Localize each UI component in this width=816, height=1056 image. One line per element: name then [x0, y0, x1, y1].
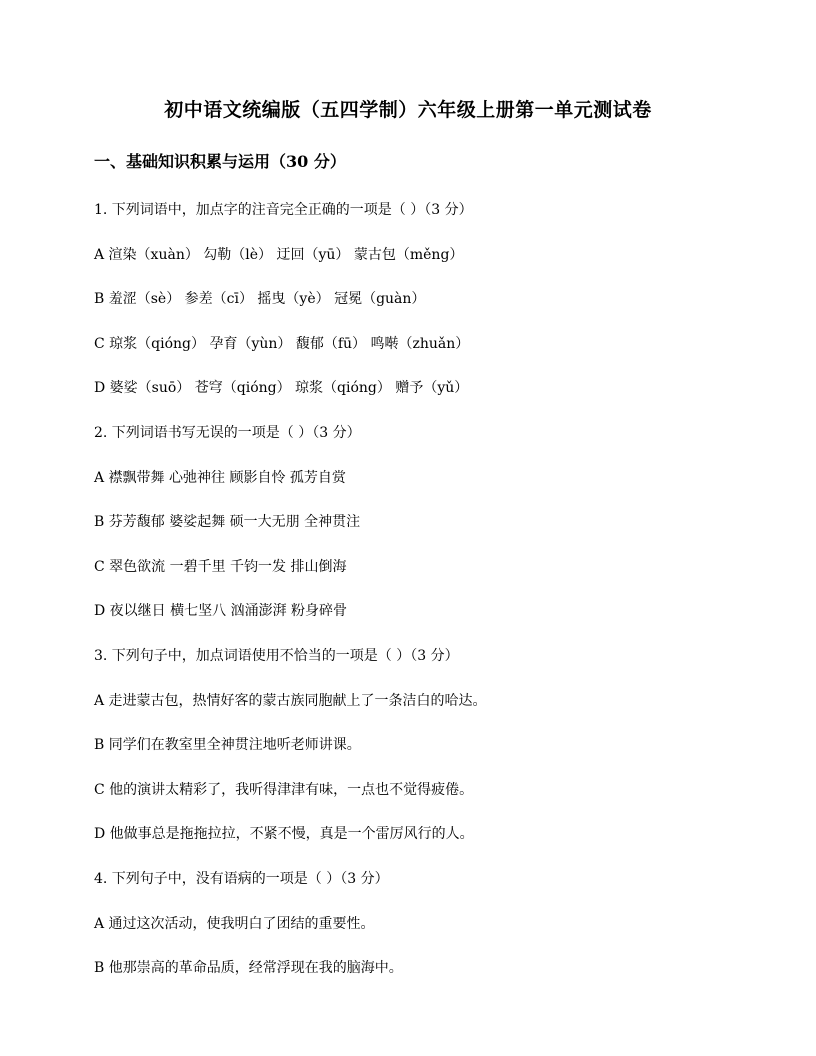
- question-3-option-d: D 他做事总是拖拖拉拉，不紧不慢，真是一个雷厉风行的人。: [94, 826, 474, 843]
- question-3-option-a: A 走进蒙古包，热情好客的蒙古族同胞献上了一条洁白的哈达。: [94, 692, 487, 709]
- question-3-option-b: B 同学们在教室里全神贯注地听老师讲课。: [94, 737, 361, 754]
- page-title: 初中语文统编版（五四学制）六年级上册第一单元测试卷: [164, 99, 652, 121]
- section-heading: 一、基础知识积累与运用（30 分）: [94, 152, 346, 171]
- question-2-option-d: D 夜以继日 横七坚八 汹涌澎湃 粉身碎骨: [94, 603, 348, 620]
- question-1-option-d: D 婆娑（suō） 苍穹（qióng） 琼浆（qióng） 赠予（yǔ）: [94, 380, 469, 397]
- question-2-stem: 2. 下列词语书写无误的一项是（ ）（3 分）: [94, 424, 361, 441]
- question-2-option-a: A 襟飘带舞 心弛神往 顾影自怜 孤芳自赏: [94, 469, 346, 486]
- question-3-stem: 3. 下列句子中，加点词语使用不恰当的一项是（ ）（3 分）: [94, 647, 459, 664]
- question-list: [94, 198, 774, 1001]
- question-4-option-a: A 通过这次活动，使我明白了团结的重要性。: [94, 915, 375, 932]
- question-2-option-b: B 芬芳馥郁 婆娑起舞 硕一大无朋 全神贯注: [94, 514, 361, 531]
- question-1-option-b: B 羞涩（sè） 参差（cī） 摇曳（yè） 冠冕（guàn）: [94, 291, 426, 308]
- question-1-stem: 1. 下列词语中，加点字的注音完全正确的一项是（ ）（3 分）: [94, 202, 473, 218]
- question-1-option-c: C 琼浆（qióng） 孕育（yùn） 馥郁（fū） 鸣啭（zhuǎn）: [94, 335, 470, 352]
- question-2-option-c: C 翠色欲流 一碧千里 千钧一发 排山倒海: [94, 558, 347, 575]
- question-4-option-b: B 他那崇高的革命品质，经常浮现在我的脑海中。: [94, 960, 403, 977]
- question-1-option-a: A 渲染（xuàn） 勾勒（lè） 迂回（yū） 蒙古包（měng）: [94, 246, 464, 263]
- question-4-stem: 4. 下列句子中，没有语病的一项是（ ）（3 分）: [94, 870, 389, 887]
- question-3-option-c: C 他的演讲太精彩了，我听得津津有味，一点也不觉得疲倦。: [94, 781, 474, 798]
